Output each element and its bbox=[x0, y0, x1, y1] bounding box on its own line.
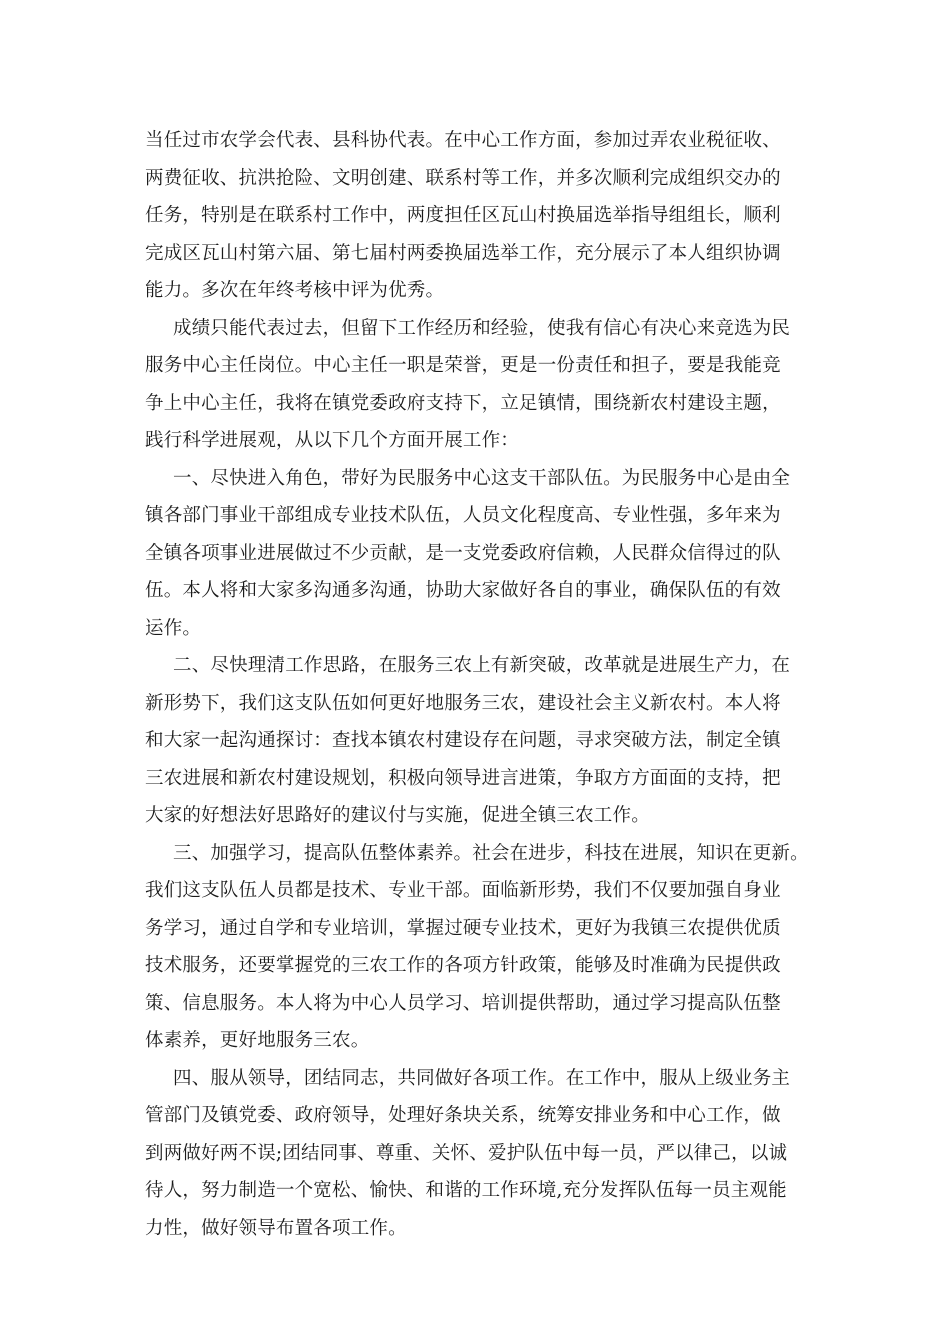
text-line: 完成区瓦山村第六届、第七届村两委换届选举工作，充分展示了本人组织协调 bbox=[145, 242, 781, 264]
text-line: 到两做好两不误;团结同事、尊重、关怀、爱护队伍中每一员，严以律己，以诚 bbox=[145, 1142, 788, 1164]
text-line: 三、加强学习，提高队伍整体素养。社会在进步，科技在进展，知识在更新。 bbox=[173, 842, 809, 864]
text-line: 两费征收、抗洪抢险、文明创建、联系村等工作，并多次顺利完成组织交办的 bbox=[145, 167, 781, 189]
text-line: 能力。多次在年终考核中评为优秀。 bbox=[145, 280, 445, 301]
text-line: 二、尽快理清工作思路，在服务三农上有新突破，改革就是进展生产力，在 bbox=[173, 655, 791, 676]
text-line: 成绩只能代表过去，但留下工作经历和经验，使我有信心有决心来竞选为民 bbox=[173, 317, 791, 339]
text-line: 一、尽快进入角色，带好为民服务中心这支干部队伍。为民服务中心是由全 bbox=[173, 467, 791, 489]
text-line: 三农进展和新农村建设规划，积极向领导进言进策，争取方方面面的支持，把 bbox=[145, 767, 781, 789]
text-line: 镇各部门事业干部组成专业技术队伍，人员文化程度高、专业性强，多年来为 bbox=[145, 505, 781, 526]
document-body bbox=[145, 122, 845, 1247]
text-line: 四、服从领导，团结同志，共同做好各项工作。在工作中，服从上级业务主 bbox=[173, 1067, 791, 1089]
text-line: 和大家一起沟通探讨：查找本镇农村建设存在问题，寻求突破方法，制定全镇 bbox=[145, 730, 781, 751]
text-line: 管部门及镇党委、政府领导，处理好条块关系，统筹安排业务和中心工作，做 bbox=[145, 1105, 781, 1126]
text-line: 力性，做好领导布置各项工作。 bbox=[145, 1217, 407, 1239]
text-line: 体素养，更好地服务三农。 bbox=[145, 1030, 370, 1051]
text-line: 全镇各项事业进展做过不少贡献，是一支党委政府信赖，人民群众信得过的队 bbox=[145, 542, 781, 564]
text-line: 伍。本人将和大家多沟通多沟通，协助大家做好各自的事业，确保队伍的有效 bbox=[145, 580, 781, 601]
text-line: 争上中心主任，我将在镇党委政府支持下，立足镇情，围绕新农村建设主题， bbox=[145, 392, 781, 414]
text-line: 我们这支队伍人员都是技术、专业干部。面临新形势，我们不仅要加强自身业 bbox=[145, 880, 781, 901]
text-line: 策、信息服务。本人将为中心人员学习、培训提供帮助，通过学习提高队伍整 bbox=[145, 992, 781, 1014]
text-line: 务学习，通过自学和专业培训，掌握过硬专业技术，更好为我镇三农提供优质 bbox=[145, 917, 781, 939]
text-line: 任务，特别是在联系村工作中，两度担任区瓦山村换届选举指导组组长，顺利 bbox=[145, 205, 781, 226]
text-line: 当任过市农学会代表、县科协代表。在中心工作方面，参加过弄农业税征收、 bbox=[145, 130, 781, 151]
text-line: 新形势下，我们这支队伍如何更好地服务三农，建设社会主义新农村。本人将 bbox=[145, 692, 781, 714]
text-line: 服务中心主任岗位。中心主任一职是荣誉，更是一份责任和担子，要是我能竞 bbox=[145, 355, 781, 376]
text-line: 运作。 bbox=[145, 617, 202, 639]
text-line: 大家的好想法好思路好的建议付与实施，促进全镇三农工作。 bbox=[145, 805, 650, 826]
text-line: 技术服务，还要掌握党的三农工作的各项方针政策，能够及时准确为民提供政 bbox=[145, 955, 781, 976]
text-line: 践行科学进展观，从以下几个方面开展工作： bbox=[145, 430, 520, 451]
text-line: 待人，努力制造一个宽松、愉快、和谐的工作环境,充分发挥队伍每一员主观能 bbox=[145, 1180, 787, 1201]
